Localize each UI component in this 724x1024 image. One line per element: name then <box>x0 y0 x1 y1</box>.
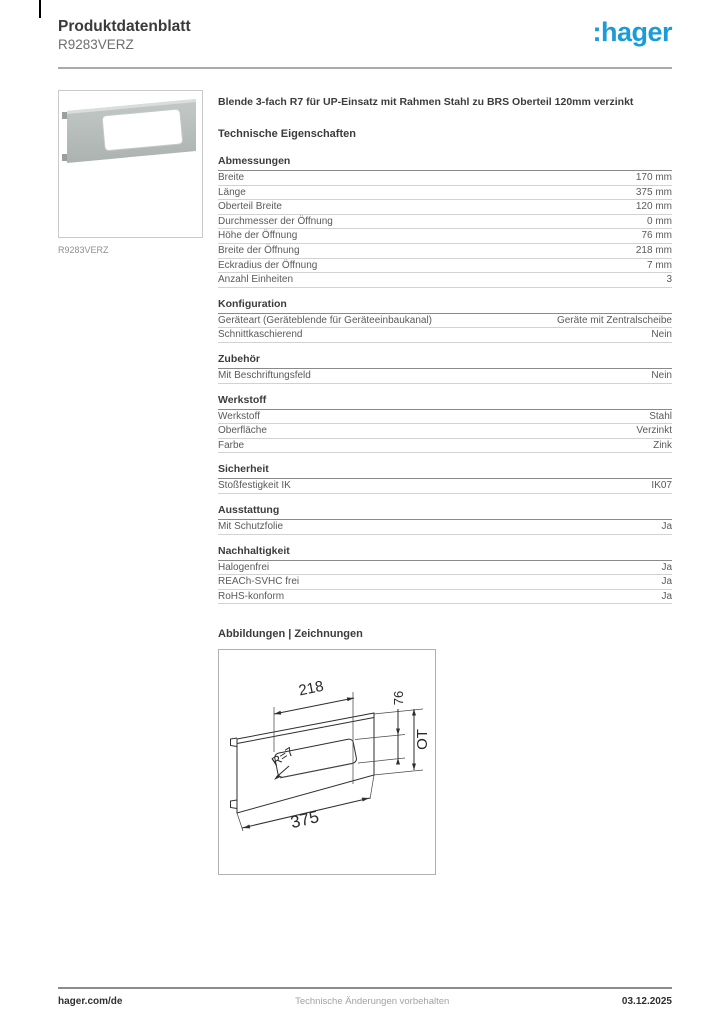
drawings-heading: Abbildungen | Zeichnungen <box>218 628 363 641</box>
product-photo-plate <box>59 91 202 237</box>
spec-value: Ja <box>661 521 672 532</box>
spec-label: Länge <box>218 186 246 198</box>
header-divider <box>58 67 672 69</box>
spec-value: 375 mm <box>635 186 672 198</box>
spec-row <box>218 328 672 343</box>
doc-type-title: Produktdatenblatt <box>58 18 191 35</box>
spec-row <box>218 244 672 259</box>
section-werkstoff <box>218 394 672 454</box>
spec-label: Stoßfestigkeit IK <box>218 480 291 492</box>
section-title-sicherheit: Sicherheit <box>218 463 672 479</box>
header-titles <box>58 17 191 53</box>
spec-value: Zink <box>653 439 672 451</box>
technical-drawing <box>218 649 436 875</box>
product-figure <box>58 90 203 255</box>
spec-label: REACh-SVHC frei <box>218 576 300 588</box>
spec-label: RoHS-konform <box>218 590 285 602</box>
section-title-werkstoff: Werkstoff <box>218 394 672 410</box>
product-image-caption: R9283VERZ <box>58 245 109 255</box>
spec-value: 7 mm <box>647 259 672 271</box>
section-title-abmessungen: Abmessungen <box>218 155 672 171</box>
section-abmessungen <box>218 155 672 288</box>
spec-row <box>218 171 672 186</box>
section-title-konfiguration: Konfiguration <box>218 298 672 314</box>
section-nachhaltigkeit <box>218 545 672 605</box>
section-konfiguration <box>218 298 672 343</box>
spec-value: 0 mm <box>647 215 672 227</box>
spec-row <box>218 424 672 439</box>
section-title-nachhaltigkeit: Nachhaltigkeit <box>218 545 672 561</box>
section-title-ausstattung: Ausstattung <box>218 504 672 520</box>
spec-label: Oberteil Breite <box>218 201 282 213</box>
spec-label: Anzahl Einheiten <box>218 274 294 286</box>
footer-notice: Technische Änderungen vorbehalten <box>295 996 450 1007</box>
section-title-zubehoer: Zubehör <box>218 353 672 369</box>
section-zubehoer <box>218 353 672 384</box>
spec-row <box>218 259 672 274</box>
spec-label: Mit Beschriftungsfeld <box>218 370 311 382</box>
spec-value: 76 mm <box>641 230 672 242</box>
spec-row <box>218 520 672 535</box>
spec-value: Verzinkt <box>636 425 672 437</box>
dim-label-opening-width: 218 <box>297 678 326 700</box>
spec-value: Geräte mit Zentralscheibe <box>556 314 672 326</box>
product-code: R9283VERZ <box>58 37 134 52</box>
spec-value: 3 <box>666 274 672 286</box>
spec-value: Ja <box>661 590 672 602</box>
dim-label-length: 375 <box>288 807 321 833</box>
page-header <box>58 17 672 53</box>
spec-label: Durchmesser der Öffnung <box>218 215 333 227</box>
main-content <box>218 96 672 875</box>
spec-label: Geräteart (Geräteblende für Geräteeinbaukanal) <box>218 314 433 326</box>
spec-row <box>218 369 672 384</box>
spec-row <box>218 186 672 201</box>
dim-label-oberteil: OT <box>414 729 431 751</box>
spec-row <box>218 314 672 329</box>
product-description: Blende 3-fach R7 für UP-Einsatz mit Rahmen Stahl zu BRS Oberteil 120mm verzinkt <box>218 96 634 108</box>
product-image <box>58 90 203 238</box>
spec-row <box>218 479 672 494</box>
spec-row <box>218 215 672 230</box>
spec-row <box>218 200 672 215</box>
spec-row <box>218 561 672 576</box>
spec-row <box>218 590 672 605</box>
spec-row <box>218 575 672 590</box>
spec-label: Schnittkaschierend <box>218 329 303 341</box>
section-sicherheit <box>218 463 672 494</box>
section-ausstattung <box>218 504 672 535</box>
spec-value: 120 mm <box>635 201 672 213</box>
spec-value: Ja <box>661 561 672 573</box>
spec-row <box>218 410 672 425</box>
spec-label: Breite der Öffnung <box>218 245 300 257</box>
dim-label-corner-radius: R=7 <box>269 744 297 770</box>
spec-label: Mit Schutzfolie <box>218 521 284 532</box>
spec-value: 170 mm <box>635 172 672 184</box>
spec-value: IK07 <box>651 480 672 492</box>
spec-value: Ja <box>661 576 672 588</box>
spec-row <box>218 273 672 288</box>
spec-row <box>218 439 672 454</box>
spec-label: Farbe <box>218 439 245 451</box>
spec-label: Werkstoff <box>218 410 260 422</box>
footer-date: 03.12.2025 <box>621 996 672 1007</box>
spec-value: 218 mm <box>635 245 672 257</box>
spec-label: Breite <box>218 172 245 184</box>
spec-label: Oberfläche <box>218 425 267 437</box>
footer-website-link[interactable]: hager.com/de <box>58 996 123 1007</box>
page-footer <box>58 987 672 1007</box>
hager-logo: :hager <box>592 17 672 47</box>
print-crop-mark <box>39 0 41 18</box>
spec-row <box>218 229 672 244</box>
spec-label: Höhe der Öffnung <box>218 230 298 242</box>
dimension-drawing <box>219 650 435 874</box>
spec-value: Nein <box>651 329 672 341</box>
spec-label: Eckradius der Öffnung <box>218 259 318 271</box>
spec-value: Nein <box>651 370 672 382</box>
dim-label-opening-height: 76 <box>391 691 406 706</box>
spec-label: Halogenfrei <box>218 561 270 573</box>
spec-value: Stahl <box>649 410 672 422</box>
tech-properties-heading: Technische Eigenschaften <box>218 128 356 140</box>
